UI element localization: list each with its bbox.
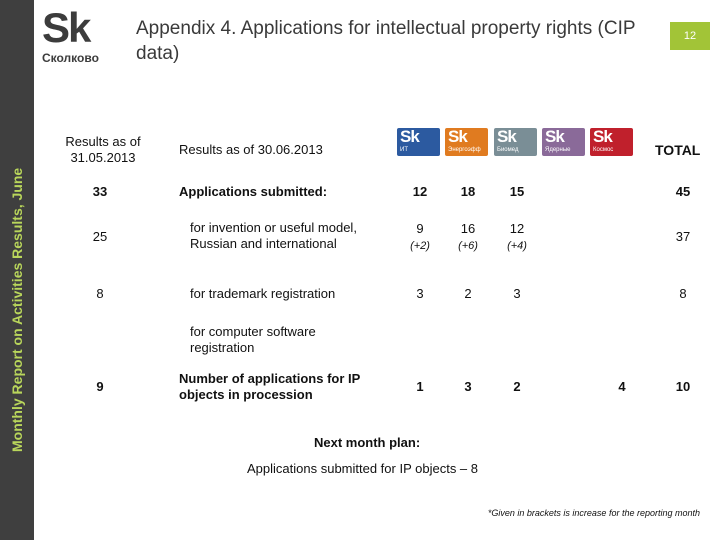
sidebar-report-title: Monthly Report on Activities Results, June xyxy=(9,167,25,452)
cluster-logo-energy-label: Энергоэфф xyxy=(448,147,481,153)
invention-biomed: 12 xyxy=(509,221,525,236)
cluster-logo-energy-mark: Sk xyxy=(448,128,467,146)
cluster-logo-nuclear-label: Ядерные xyxy=(545,147,571,153)
submitted-prev: 33 xyxy=(92,184,108,199)
page-number-badge: 12 xyxy=(670,22,710,50)
invention-energy: 16 xyxy=(460,221,476,236)
submitted-label: Applications submitted: xyxy=(179,184,328,199)
cluster-logo-nuclear xyxy=(542,128,585,156)
header-prev-results: Results as of 31.05.2013 xyxy=(65,134,141,165)
logo-wordmark: Сколково xyxy=(42,51,99,65)
invention-prev: 25 xyxy=(92,229,108,244)
submitted-total: 45 xyxy=(675,184,691,199)
invention-it: 9 xyxy=(416,221,424,236)
procession-prev: 9 xyxy=(96,379,104,394)
cluster-logo-it xyxy=(397,128,440,156)
trademark-it: 3 xyxy=(416,286,424,301)
trademark-label: for trademark registration xyxy=(190,286,336,301)
procession-it: 1 xyxy=(416,379,424,394)
software-label: for computer software registration xyxy=(190,324,316,355)
trademark-total: 8 xyxy=(679,286,687,301)
invention-it-increase: (+2) xyxy=(410,240,430,252)
footnote: *Given in brackets is increase for the reporting month xyxy=(487,508,700,518)
invention-biomed-increase: (+4) xyxy=(507,240,527,252)
cluster-logo-nuclear-mark: Sk xyxy=(545,128,564,146)
procession-label: Number of applications for IP objects in procession xyxy=(179,371,361,402)
submitted-it: 12 xyxy=(412,184,428,199)
cluster-logo-biomed-mark: Sk xyxy=(497,128,516,146)
cluster-logo-space-mark: Sk xyxy=(593,128,612,146)
procession-energy: 3 xyxy=(464,379,472,394)
procession-biomed: 2 xyxy=(513,379,521,394)
plan-text: Applications submitted for IP objects – 8 xyxy=(247,461,478,476)
sidebar-band xyxy=(0,0,34,540)
trademark-prev: 8 xyxy=(96,286,104,301)
trademark-biomed: 3 xyxy=(513,286,521,301)
plan-heading: Next month plan: xyxy=(314,435,421,450)
logo-mark: Sk xyxy=(42,4,90,51)
invention-label: for invention or useful model, Russian and international xyxy=(190,220,357,251)
invention-energy-increase: (+6) xyxy=(458,240,478,252)
procession-total: 10 xyxy=(675,379,691,394)
trademark-energy: 2 xyxy=(464,286,472,301)
cluster-logo-space-label: Космос xyxy=(593,147,614,153)
cluster-logo-biomed xyxy=(494,128,537,156)
page-title: Appendix 4. Applications for intellectual property rights (CIP data) xyxy=(136,18,636,64)
header-total: TOTAL xyxy=(655,142,701,158)
cluster-logo-energy xyxy=(445,128,488,156)
submitted-biomed: 15 xyxy=(509,184,525,199)
cluster-logo-space xyxy=(590,128,633,156)
cluster-logo-it-mark: Sk xyxy=(400,128,419,146)
cluster-logo-it-label: ИТ xyxy=(400,147,408,153)
skolkovo-logo xyxy=(38,6,120,68)
invention-total: 37 xyxy=(675,229,691,244)
header-current-results: Results as of 30.06.2013 xyxy=(179,142,323,157)
cluster-logo-biomed-label: Биомед xyxy=(497,147,519,153)
procession-space: 4 xyxy=(618,379,626,394)
submitted-energy: 18 xyxy=(460,184,476,199)
